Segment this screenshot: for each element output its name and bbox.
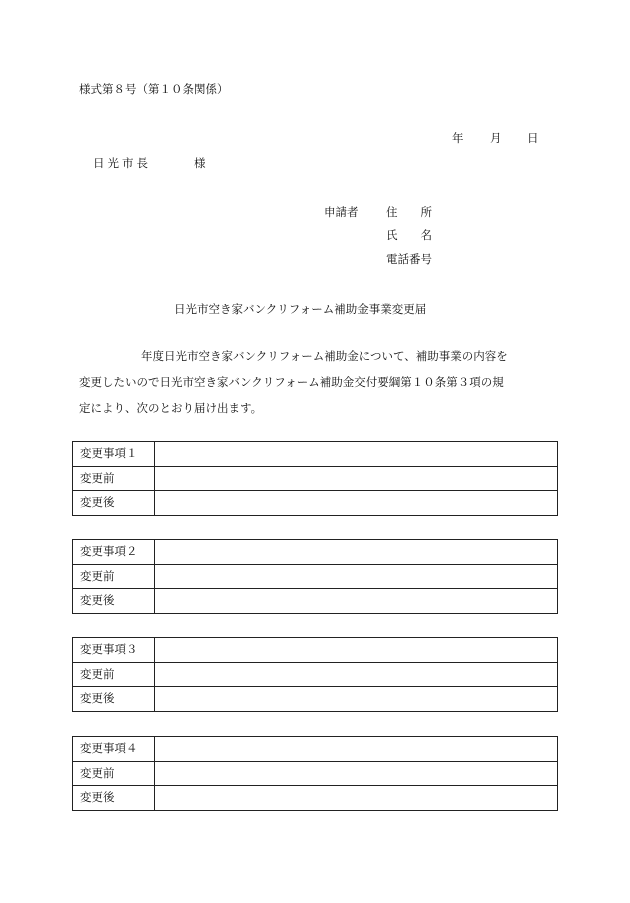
before-label: 変更前 xyxy=(73,564,155,589)
after-field[interactable] xyxy=(155,687,558,712)
after-field[interactable] xyxy=(155,491,558,516)
after-label: 変更後 xyxy=(73,491,155,516)
table-row xyxy=(73,564,558,589)
addressee-honorific: 様 xyxy=(194,156,206,170)
date-day-label: 日 xyxy=(527,131,539,145)
before-field[interactable] xyxy=(155,761,558,786)
table-row xyxy=(73,638,558,663)
date-year-label: 年 xyxy=(452,131,464,145)
before-field[interactable] xyxy=(155,662,558,687)
change-item-label: 変更事項１ xyxy=(73,442,155,467)
body-paragraph xyxy=(79,343,557,421)
before-label: 変更前 xyxy=(73,466,155,491)
body-line-1: 年度日光市空き家バンクリフォーム補助金について、補助事業の内容を xyxy=(141,349,508,363)
addressee-name: 日光市長 xyxy=(93,156,151,170)
change-item-label: 変更事項２ xyxy=(73,540,155,565)
table-row xyxy=(73,687,558,712)
date-month-label: 月 xyxy=(490,131,502,145)
change-item-label: 変更事項３ xyxy=(73,638,155,663)
before-label: 変更前 xyxy=(73,761,155,786)
table-row xyxy=(73,442,558,467)
change-item-field[interactable] xyxy=(155,540,558,565)
table-row xyxy=(73,540,558,565)
change-item-field[interactable] xyxy=(155,638,558,663)
after-field[interactable] xyxy=(155,786,558,811)
before-label: 変更前 xyxy=(73,662,155,687)
table-row xyxy=(73,589,558,614)
before-field[interactable] xyxy=(155,564,558,589)
change-item-field[interactable] xyxy=(155,737,558,762)
change-table-3 xyxy=(72,637,558,712)
table-row xyxy=(73,786,558,811)
after-label: 変更後 xyxy=(73,786,155,811)
applicant-label: 申請者 xyxy=(324,205,359,219)
table-row xyxy=(73,737,558,762)
applicant-name-label: 氏 名 xyxy=(386,228,432,242)
after-label: 変更後 xyxy=(73,589,155,614)
after-label: 変更後 xyxy=(73,687,155,712)
change-item-field[interactable] xyxy=(155,442,558,467)
change-table-1 xyxy=(72,441,558,516)
applicant-phone-label: 電話番号 xyxy=(386,252,432,266)
table-row xyxy=(73,761,558,786)
table-row xyxy=(73,466,558,491)
table-row xyxy=(73,662,558,687)
change-item-label: 変更事項４ xyxy=(73,737,155,762)
change-table-4 xyxy=(72,736,558,811)
applicant-address-label: 住 所 xyxy=(386,205,432,219)
change-table-2 xyxy=(72,539,558,614)
after-field[interactable] xyxy=(155,589,558,614)
table-row xyxy=(73,491,558,516)
body-line-3: 定により、次のとおり届け出ます。 xyxy=(79,401,263,415)
body-line-2: 変更したいので日光市空き家バンクリフォーム補助金交付要綱第１０条第３項の規 xyxy=(79,375,504,389)
form-number: 様式第８号（第１０条関係） xyxy=(79,82,229,96)
before-field[interactable] xyxy=(155,466,558,491)
form-title: 日光市空き家バンクリフォーム補助金事業変更届 xyxy=(174,302,427,316)
